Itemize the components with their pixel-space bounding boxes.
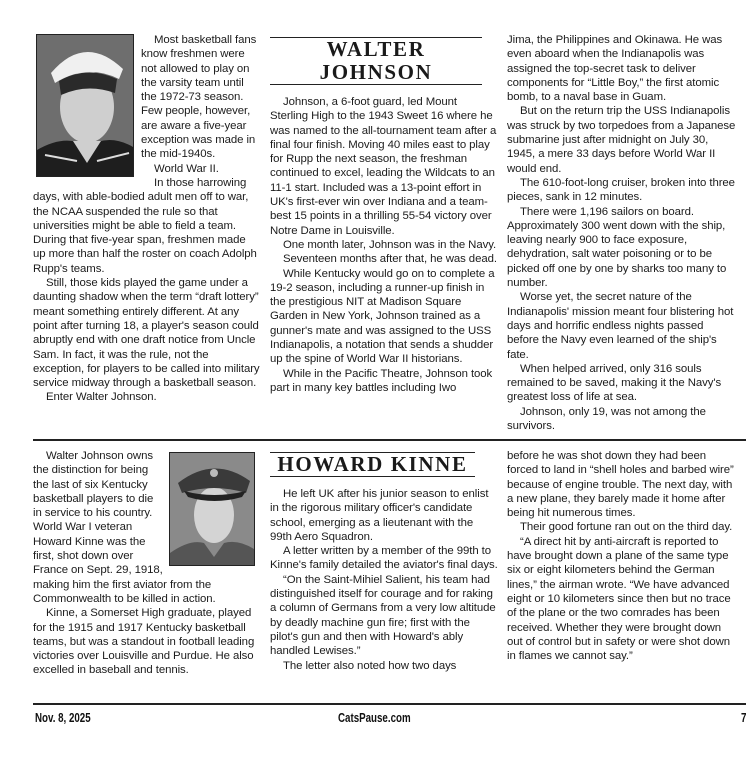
paragraph: The letter also noted how two days (283, 659, 457, 672)
footer-site: CatsPause.com (338, 711, 411, 725)
howard-kinne-article-column (270, 449, 498, 673)
howard-kinne-continued-column (507, 449, 737, 663)
paragraph: “A direct hit by anti-aircraft is reported to have brought down a plane of the same type six or eight kilometers behind the German lines,” the airman wrote. “We have advanced eight or 10 kilometers since then but no trace of the plane or the two comrades has been received. Whether they were brought down out of control but in safety or were shot down in flames we cannot say.” (507, 535, 731, 663)
footer-page-number: 7 (741, 711, 747, 725)
paragraph: Johnson, a 6-foot guard, led Mount Sterling High to the 1943 Sweet 16 where he was named to the all-tournament team after a final four finish. Moving 40 miles east to play for Rupp the next season, the freshman continued to excel, leading the Wildcats to an 11-1 start. Included was a 13-point effort in UK's first-ever win over Indiana and a team-best 15 points in a thrilling 55-54 victory over Notre Dame in Louisville. (270, 96, 497, 237)
paragraph: Seventeen months after that, he was dead. (283, 253, 497, 266)
section-heading: HOWARD KINNE (270, 452, 475, 477)
footer-date: Nov. 8, 2025 (35, 711, 91, 725)
howard-kinne-intro-column (33, 449, 255, 678)
paragraph: Enter Walter Johnson. (46, 391, 157, 404)
paragraph: before he was shot down they had been forced to land in “shell holes and barbed wire” because of engine trouble. The next day, with a new plane, they barely made it home after being hit numerous times. (507, 450, 734, 520)
paragraph: World War II. (154, 162, 219, 175)
walter-johnson-continued-column (507, 33, 737, 433)
howard-kinne-photo (169, 452, 255, 566)
paragraph: But on the return trip the USS Indianapolis was struck by two torpedoes from a Japanese submarine just after midnight on July 30, 1945, a mere 33 days before World War II would end. (507, 105, 736, 175)
paragraph: Kinne, a Somerset High graduate, played for the 1915 and 1917 Kentucky basketball teams, but was a standout in football leading victories over Louisville and Purdue. He also excelled in baseball and tennis. (33, 607, 255, 677)
paragraph: While in the Pacific Theatre, Johnson took part in many key battles including Iwo (270, 367, 493, 394)
paragraph: Walter Johnson owns the distinction for being the last of six Kentucky basketball players to die in service to his country. World War I veteran Howard Kinne was the first, shot down over France on Sept. 29, 1918, making him the first aviator from the Commonwealth to be killed in action. (33, 449, 255, 606)
paragraph: Johnson, only 19, was not among the survivors. (507, 405, 706, 433)
paragraph: A letter written by a member of the 99th to Kinne's family detailed the aviator's final days. (270, 545, 498, 572)
paragraph: Jima, the Philippines and Okinawa. He was even aboard when the Indianapolis was assigned the top-secret task to deliver components for “Little Boy,” the first atomic bomb, to a naval base in Guam. (507, 34, 723, 104)
section-divider (33, 439, 746, 441)
paragraph: There were 1,196 sailors on board. Approximately 300 went down with the ship, leaving nearly 900 to face exposure, dehydration, salt water poisoning or to be picked off one by one by sharks too many to number. (507, 205, 727, 290)
paragraph: When helped arrived, only 316 souls remained to be saved, making it the Navy's greatest loss of life at sea. (507, 362, 722, 404)
paragraph: Most basketball fans know freshmen were not allowed to play on the varsity team until the 1972-73 season. Few people, however, are aware a five-year exception was made in the mid-1940s. (33, 33, 261, 162)
walter-johnson-article-column (270, 33, 498, 395)
paragraph: “On the Saint-Mihiel Salient, his team had distinguished itself for courage and for raking a column of Germans from a very low altitude by deadly machine gun fire; first with the pilot's gun and then with Howard's ably handled Lewises.” (270, 573, 496, 658)
section-heading: WALTER JOHNSON (270, 37, 482, 85)
paragraph: One month later, Johnson was in the Navy. (283, 238, 497, 251)
walter-johnson-photo (36, 34, 134, 177)
paragraph: Still, those kids played the game under a daunting shadow when the term “draft lottery” meant something entirely different. At any point after turning 18, a player's season could abruptly end with one draft notice from Uncle Sam. In fact, it was the rule, not the exception, for players to be called into military service midway through a basketball season. (33, 277, 260, 390)
paragraph: While Kentucky would go on to complete a 19-2 season, including a runner-up finish in the prestigious NIT at Madison Square Garden in New York, Johnson trained as a gunner's mate and was assigned to the USS Indianapolis, a notation that sends a shudder up the spine of World War II historians. (270, 267, 495, 366)
footer-rule (33, 703, 746, 705)
paragraph: Worse yet, the secret nature of the Indianapolis' mission meant four blistering hot days and horrific endless nights passed before the Navy even learned of the ship's fate. (507, 291, 734, 361)
paragraph: In those harrowing days, with able-bodied adult men off to war, the NCAA suspended the rule so that universities might be able to field a team. During that five-year span, freshmen made up more than half the roster on coach Adolph Rupp's teams. (33, 176, 257, 275)
walter-johnson-intro-column (33, 33, 261, 405)
paragraph: The 610-foot-long cruiser, broken into three pieces, sank in 12 minutes. (507, 176, 735, 204)
paragraph: He left UK after his junior season to enlist in the rigorous military officer's candidate school, emerging as a lieutenant with the 99th Aero Squadron. (270, 488, 489, 543)
paragraph: Their good fortune ran out on the third day. (520, 521, 733, 534)
